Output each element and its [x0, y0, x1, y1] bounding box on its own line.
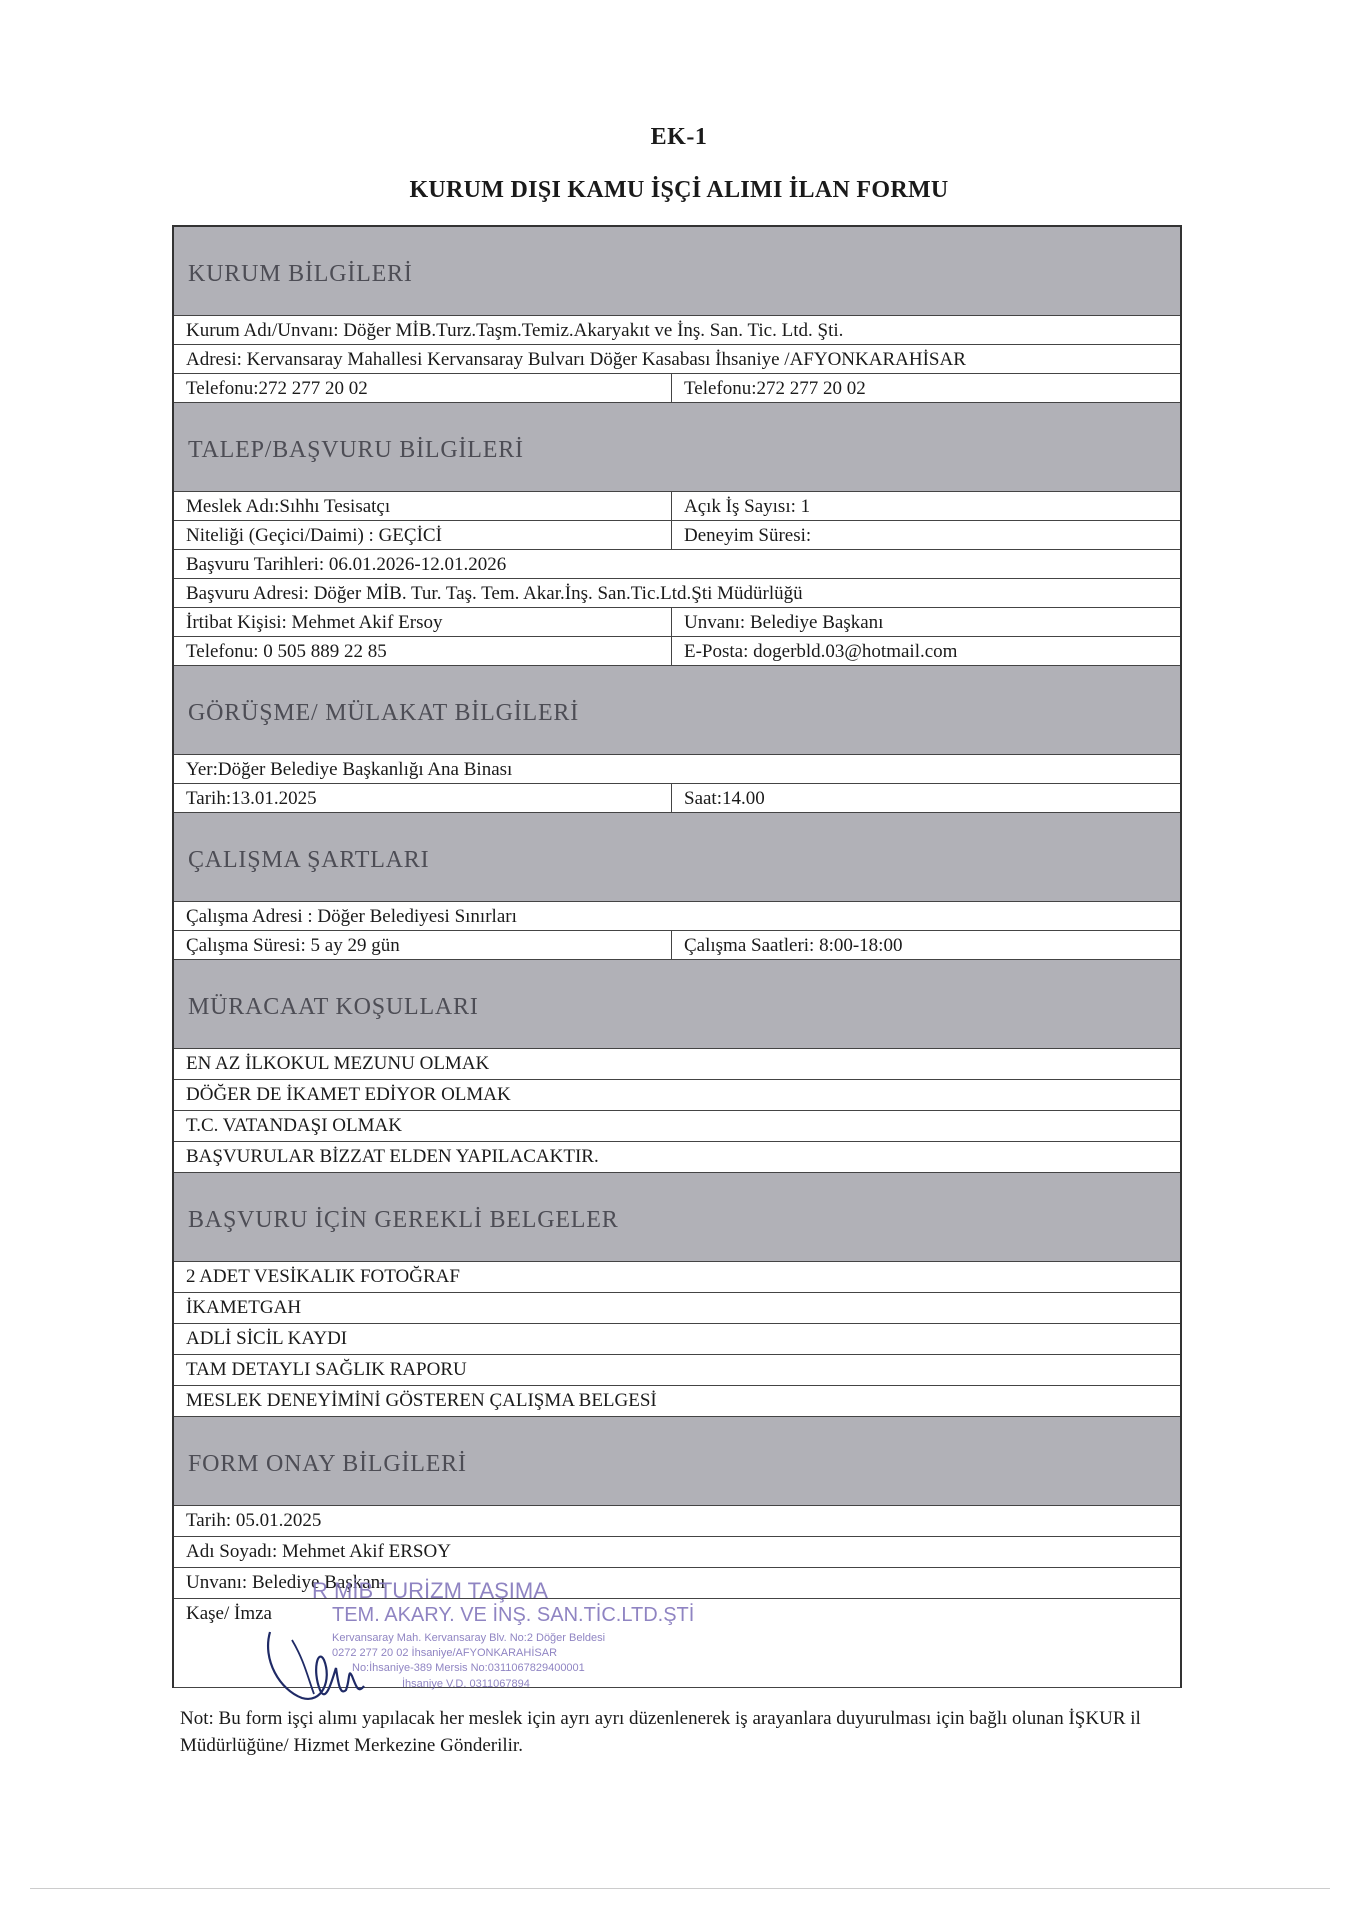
list-item: [174, 1355, 1180, 1386]
section-title: KURUM BİLGİLERİ: [188, 261, 413, 287]
stamp-line: R MİB TURİZM TAŞIMA: [312, 1578, 548, 1603]
institution-phone: Telefonu:272 277 20 02: [174, 374, 672, 402]
application-dates: Başvuru Tarihleri: 06.01.2026-12.01.2026: [186, 554, 507, 575]
open-positions: Açık İş Sayısı: 1: [684, 496, 811, 517]
form-row: [174, 608, 1180, 637]
section-title: BAŞVURU İÇİN GEREKLİ BELGELER: [188, 1207, 619, 1233]
occupation: Meslek Adı:Sıhhı Tesisatçı: [174, 492, 672, 520]
stamp-signature-label: Kaşe/ İmza: [186, 1603, 272, 1624]
condition-item: EN AZ İLKOKUL MEZUNU OLMAK: [186, 1053, 490, 1074]
section-title: FORM ONAY BİLGİLERİ: [188, 1451, 467, 1477]
list-item: [174, 1262, 1180, 1293]
condition-item: DÖĞER DE İKAMET EDİYOR OLMAK: [186, 1084, 511, 1105]
list-item: [174, 1386, 1180, 1417]
contact-title: Unvanı: Belediye Başkanı: [684, 612, 884, 633]
contact-email: E-Posta: dogerbld.03@hotmail.com: [684, 641, 958, 662]
annex-label: EK-1: [650, 124, 708, 150]
stamp-line: TEM. AKARY. VE İNŞ. SAN.TİC.LTD.ŞTİ: [332, 1604, 695, 1626]
work-duration: Çalışma Süresi: 5 ay 29 gün: [174, 931, 672, 959]
approver-title: Unvanı: Belediye Başkanı: [186, 1572, 386, 1593]
stamp-line: No:İhsaniye-389 Mersis No:0311067829400001: [352, 1662, 585, 1674]
section-onay: [174, 1417, 1180, 1506]
section-talep: [174, 403, 1180, 492]
institution-phone-2: Telefonu:272 277 20 02: [684, 378, 866, 399]
contact-person: İrtibat Kişisi: Mehmet Akif Ersoy: [174, 608, 672, 636]
stamp-line: 0272 277 20 02 İhsaniye/AFYONKARAHİSAR: [332, 1647, 558, 1659]
form-row: [174, 579, 1180, 608]
experience: Deneyim Süresi:: [684, 525, 812, 546]
list-item: [174, 1111, 1180, 1142]
institution-address: Adresi: Kervansaray Mahallesi Kervansaray Bulvarı Döğer Kasabası İhsaniye /AFYONKARAHİSAR: [186, 349, 966, 370]
institution-name: Kurum Adı/Unvanı: Döğer MİB.Turz.Taşm.Temiz.Akaryakıt ve İnş. San. Tic. Ltd. Şti.: [186, 320, 844, 341]
form-row: [174, 374, 1180, 403]
list-item: [174, 1324, 1180, 1355]
form-row: [174, 755, 1180, 784]
form-row: [174, 931, 1180, 960]
form-row: [174, 521, 1180, 550]
form-row: [174, 1506, 1180, 1537]
document-item: TAM DETAYLI SAĞLIK RAPORU: [186, 1359, 467, 1380]
contact-phone: Telefonu: 0 505 889 22 85: [174, 637, 672, 665]
form-row: [174, 637, 1180, 666]
condition-item: BAŞVURULAR BİZZAT ELDEN YAPILACAKTIR.: [186, 1146, 599, 1167]
scan-edge-line: [30, 1888, 1330, 1889]
document-item: İKAMETGAH: [186, 1297, 302, 1318]
approver-name: Adı Soyadı: Mehmet Akif ERSOY: [186, 1541, 451, 1562]
stamp-line: Kervansaray Mah. Kervansaray Blv. No:2 Döğer Beldesi: [332, 1632, 606, 1644]
work-address: Çalışma Adresi : Döğer Belediyesi Sınırları: [186, 906, 517, 927]
form-row: [174, 1537, 1180, 1568]
list-item: [174, 1049, 1180, 1080]
form-row: [174, 784, 1180, 813]
section-title: GÖRÜŞME/ MÜLAKAT BİLGİLERİ: [188, 700, 580, 726]
form-row: [174, 902, 1180, 931]
section-belgeler: [174, 1173, 1180, 1262]
list-item: [174, 1142, 1180, 1173]
form-row: [174, 345, 1180, 374]
interview-date: Tarih:13.01.2025: [174, 784, 672, 812]
section-kosullar: [174, 960, 1180, 1049]
form-row: [174, 550, 1180, 579]
document-item: ADLİ SİCİL KAYDI: [186, 1328, 348, 1349]
list-item: [174, 1080, 1180, 1111]
job-nature: Niteliği (Geçici/Daimi) : GEÇİCİ: [174, 521, 672, 549]
section-calisma: [174, 813, 1180, 902]
form-row: [174, 492, 1180, 521]
section-title: MÜRACAAT KOŞULLARI: [188, 994, 479, 1020]
work-hours: Çalışma Saatleri: 8:00-18:00: [684, 935, 903, 956]
condition-item: T.C. VATANDAŞI OLMAK: [186, 1115, 402, 1136]
form-title: KURUM DIŞI KAMU İŞÇİ ALIMI İLAN FORMU: [409, 177, 949, 203]
document-item: MESLEK DENEYİMİNİ GÖSTEREN ÇALIŞMA BELGESİ: [186, 1390, 657, 1411]
interview-place: Yer:Döğer Belediye Başkanlığı Ana Binası: [186, 759, 513, 780]
interview-time: Saat:14.00: [684, 788, 765, 809]
list-item: [174, 1293, 1180, 1324]
section-title: ÇALIŞMA ŞARTLARI: [188, 847, 430, 873]
announcement-form: [172, 225, 1182, 1688]
approval-date: Tarih: 05.01.2025: [186, 1510, 322, 1531]
footnote: Not: Bu form işçi alımı yapılacak her meslek için ayrı ayrı düzenlenerek iş arayanlara duyurulması için bağlı olunan İŞKUR il Müdürlüğüne/ Hizmet Merkezine Gönderilir.: [180, 1708, 1141, 1756]
application-address: Başvuru Adresi: Döğer MİB. Tur. Taş. Tem. Akar.İnş. San.Tic.Ltd.Şti Müdürlüğü: [186, 583, 803, 604]
section-kurum: [174, 227, 1180, 316]
section-title: TALEP/BAŞVURU BİLGİLERİ: [188, 437, 524, 463]
document-item: 2 ADET VESİKALIK FOTOĞRAF: [186, 1266, 460, 1287]
stamp-line: İhsaniye V.D. 0311067894: [402, 1678, 530, 1690]
form-row: [174, 316, 1180, 345]
section-mulakat: [174, 666, 1180, 755]
